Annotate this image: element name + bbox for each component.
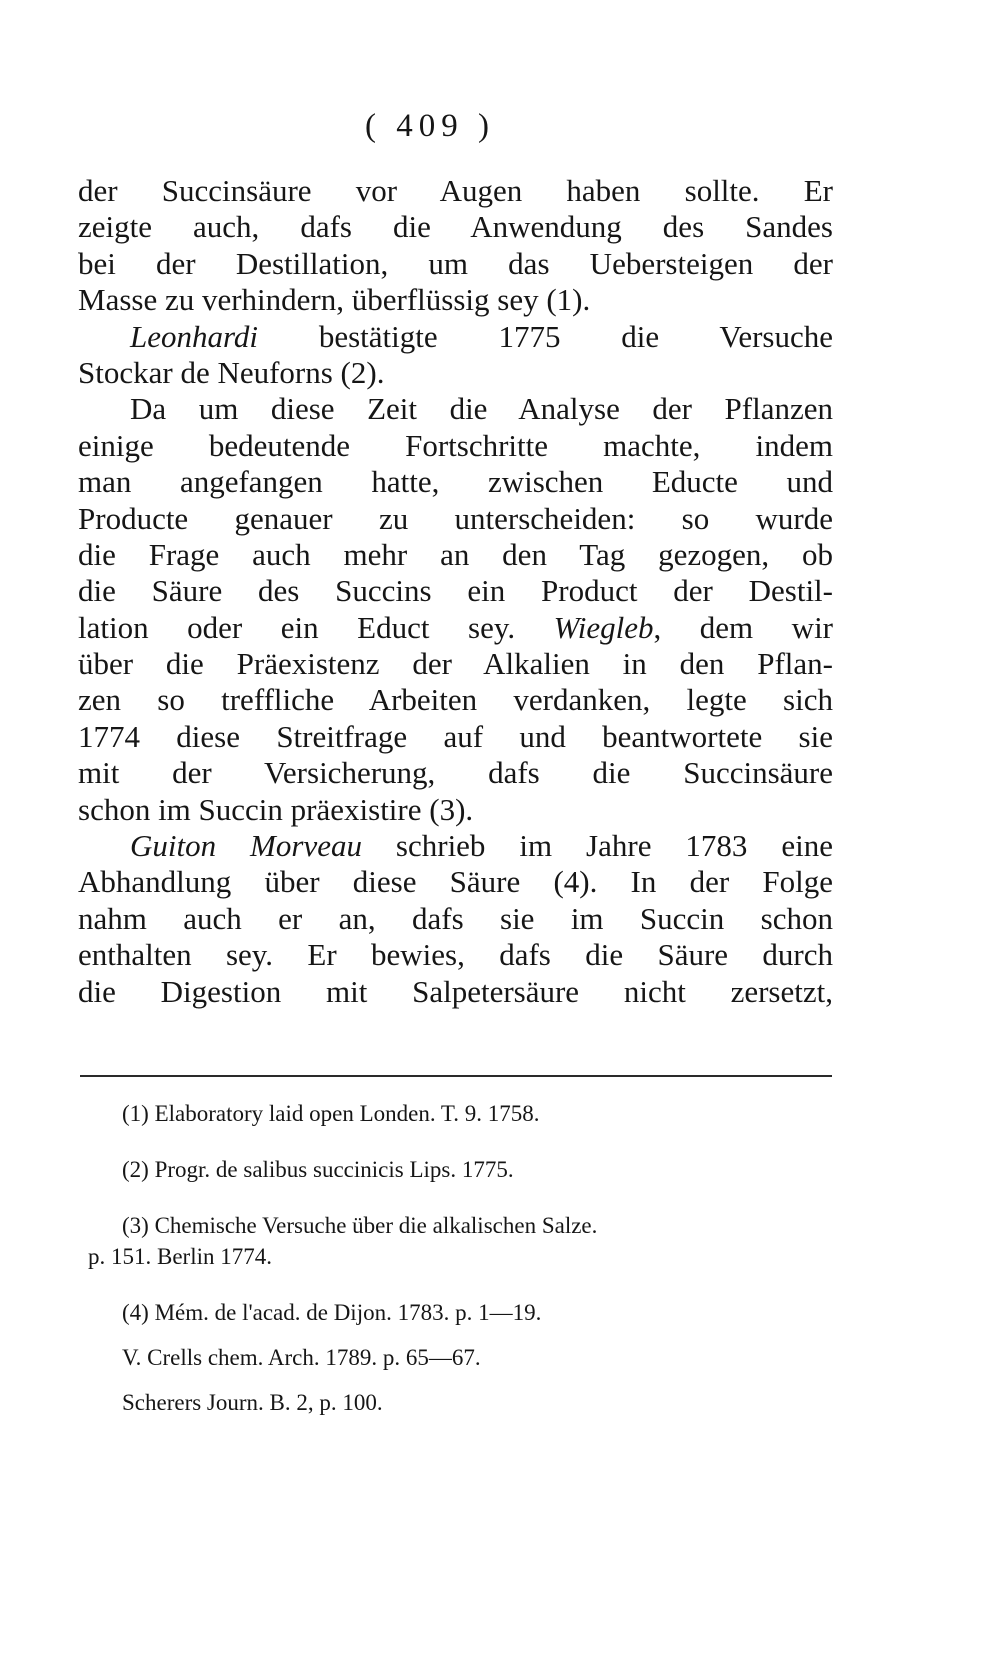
text-line: einige bedeutende Fortschritte machte, indem xyxy=(78,427,833,463)
text-line: schon im Succin präexistire (3). xyxy=(78,791,474,827)
footnote-text: (4) Mém. de l'acad. de Dijon. 1783. p. 1—19. xyxy=(122,1300,542,1325)
text-line: zeigte auch, dafs die Anwendung des Sandes xyxy=(78,209,833,245)
author-name: Wiegleb xyxy=(553,609,654,645)
text-line: Stockar de Neuforns (2). xyxy=(78,354,385,390)
text-line: die Frage auch mehr an den Tag gezogen, ob xyxy=(78,536,833,572)
footnote-continuation: Scherers Journ. B. 2, p. 100. xyxy=(122,1390,383,1415)
text-line: Guiton Morveau schrieb im Jahre 1783 eine xyxy=(130,828,833,864)
text-line: man angefangen hatte, zwischen Educte und xyxy=(78,464,833,500)
page-number: ( 409 ) xyxy=(365,108,495,144)
text-line: zen so treffliche Arbeiten verdanken, legte sich xyxy=(78,682,833,718)
footnote-text: (3) Chemische Versuche über die alkalischen Salze. xyxy=(122,1213,598,1238)
text-line: enthalten sey. Er bewies, dafs die Säure durch xyxy=(78,937,833,973)
footnote-text: (2) Progr. de salibus succinicis Lips. 1775. xyxy=(122,1157,514,1182)
footnote xyxy=(88,1098,823,1129)
footnote-text: (1) Elaboratory laid open Londen. T. 9. 1758. xyxy=(122,1101,540,1126)
text-line: die Säure des Succins ein Product der Destil- xyxy=(78,573,833,609)
text-line: Leonhardi bestätigte 1775 die Versuche xyxy=(130,318,833,354)
author-name: Leonhardi xyxy=(130,318,259,354)
footnotes xyxy=(88,1098,823,1418)
text-line: Producte genauer zu unterscheiden: so wurde xyxy=(78,500,833,536)
text-line: über die Präexistenz der Alkalien in den Pflan- xyxy=(78,646,833,682)
author-name: Guiton Morveau xyxy=(130,828,362,864)
footnote-continuation: p. 151. Berlin 1774. xyxy=(88,1244,272,1269)
footnote xyxy=(88,1297,823,1418)
footnote xyxy=(88,1210,823,1272)
text-line: der Succinsäure vor Augen haben sollte. Er xyxy=(78,173,833,208)
text-line: lation oder ein Educt sey. Wiegleb, dem wir xyxy=(78,609,834,645)
text-line: die Digestion mit Salpetersäure nicht zersetzt, xyxy=(78,973,833,1009)
text-line: Abhandlung über diese Säure (4). In der Folge xyxy=(78,864,833,900)
text-line: 1774 diese Streitfrage auf und beantwortete sie xyxy=(78,718,833,754)
text-line: Da um diese Zeit die Analyse der Pflanzen xyxy=(130,391,833,427)
text-line: bei der Destillation, um das Uebersteigen der xyxy=(78,245,833,281)
text-line: Masse zu verhindern, überflüssig sey (1). xyxy=(78,282,591,318)
footnote-continuation: V. Crells chem. Arch. 1789. p. 65—67. xyxy=(122,1345,481,1370)
text-line: nahm auch er an, dafs sie im Succin schon xyxy=(78,900,833,936)
footnote-separator xyxy=(80,1075,832,1077)
footnote xyxy=(88,1154,823,1185)
body-text xyxy=(78,173,833,1010)
text-line: mit der Versicherung, dafs die Succinsäure xyxy=(78,755,833,791)
